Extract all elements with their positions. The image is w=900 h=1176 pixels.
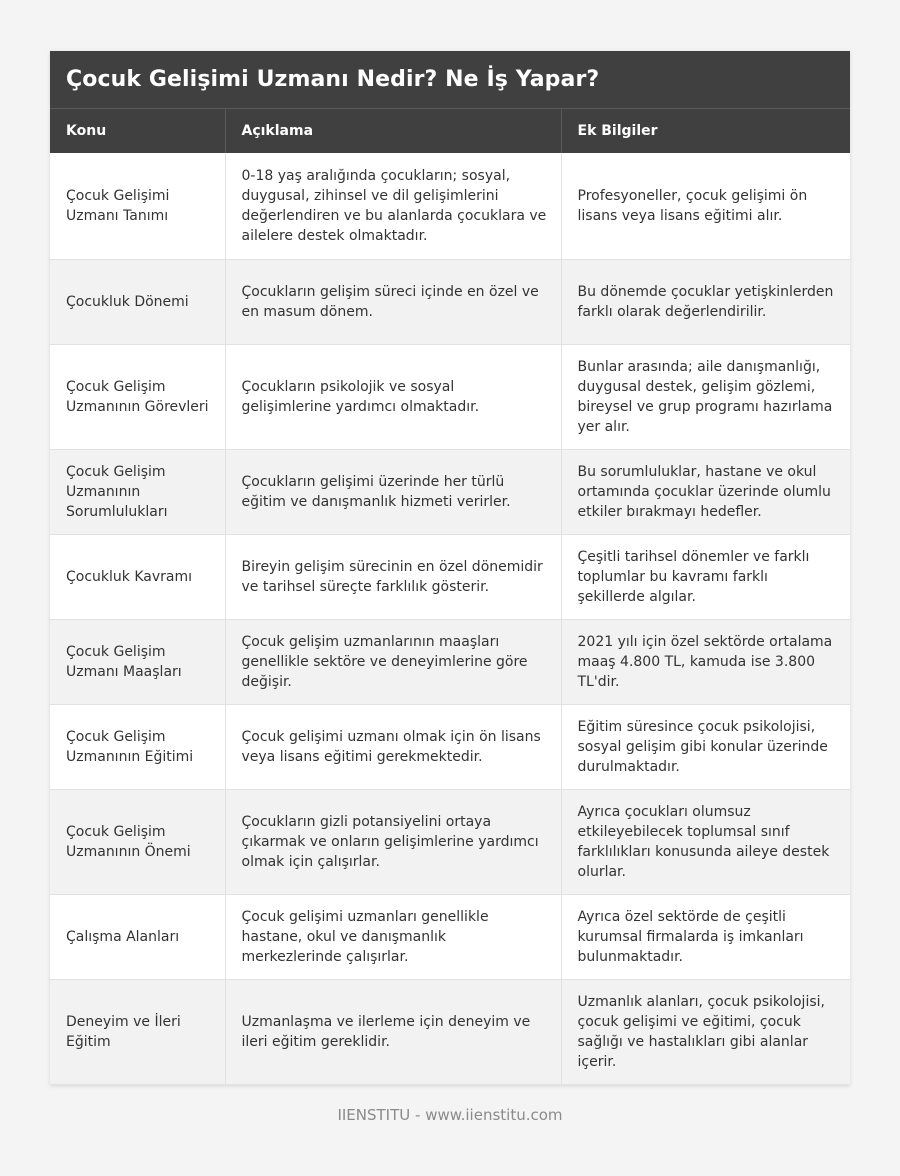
cell-topic: Çocuk Gelişim Uzmanının Eğitimi: [50, 704, 225, 789]
table-row: [50, 704, 850, 789]
table-row: [50, 344, 850, 449]
cell-description: 0-18 yaş aralığında çocukların; sosyal, duygusal, zihinsel ve dil gelişimlerini değerlendiren ve bu alanlarda çocuklara ve ailelere destek olmaktadır.: [225, 153, 561, 259]
table-row: [50, 449, 850, 534]
cell-extra-info: Ayrıca çocukları olumsuz etkileyebilecek toplumsal sınıf farklılıkları konusunda aileye destek olurlar.: [561, 789, 850, 894]
cell-description: Çocukların psikolojik ve sosyal gelişimlerine yardımcı olmaktadır.: [225, 344, 561, 449]
title-bar: [50, 51, 850, 109]
cell-description: Çocuk gelişimi uzmanları genellikle hastane, okul ve danışmanlık merkezlerinde çalışırlar.: [225, 894, 561, 979]
cell-description: Çocuk gelişim uzmanlarının maaşları genellikle sektöre ve deneyimlerine göre değişir.: [225, 619, 561, 704]
cell-extra-info: Bu sorumluluklar, hastane ve okul ortamında çocuklar üzerinde olumlu etkiler bırakmayı hedefler.: [561, 449, 850, 534]
info-card: [50, 51, 850, 1085]
cell-topic: Çocuk Gelişim Uzmanı Maaşları: [50, 619, 225, 704]
cell-topic: Çocuk Gelişimi Uzmanı Tanımı: [50, 153, 225, 259]
cell-topic: Çocukluk Kavramı: [50, 534, 225, 619]
table-row: [50, 259, 850, 344]
table-row: [50, 153, 850, 259]
cell-extra-info: Uzmanlık alanları, çocuk psikolojisi, çocuk gelişimi ve eğitimi, çocuk sağlığı ve hastalıkları gibi alanlar içerir.: [561, 979, 850, 1084]
cell-extra-info: Bunlar arasında; aile danışmanlığı, duygusal destek, gelişim gözlemi, bireysel ve grup programı hazırlama yer alır.: [561, 344, 850, 449]
table-row: [50, 619, 850, 704]
cell-topic: Çocuk Gelişim Uzmanının Görevleri: [50, 344, 225, 449]
footer-credit: IIENSTITU - www.iienstitu.com: [337, 1106, 563, 1124]
cell-extra-info: 2021 yılı için özel sektörde ortalama maaş 4.800 TL, kamuda ise 3.800 TL'dir.: [561, 619, 850, 704]
cell-topic: Çocuk Gelişim Uzmanının Sorumlulukları: [50, 449, 225, 534]
table-row: [50, 534, 850, 619]
cell-topic: Çocukluk Dönemi: [50, 259, 225, 344]
table-row: [50, 789, 850, 894]
cell-extra-info: Çeşitli tarihsel dönemler ve farklı toplumlar bu kavramı farklı şekillerde algılar.: [561, 534, 850, 619]
cell-topic: Çocuk Gelişim Uzmanının Önemi: [50, 789, 225, 894]
table-row: [50, 979, 850, 1084]
table-header-row: [50, 109, 850, 153]
cell-description: Bireyin gelişim sürecinin en özel dönemidir ve tarihsel süreçte farklılık gösterir.: [225, 534, 561, 619]
cell-extra-info: Profesyoneller, çocuk gelişimi ön lisans veya lisans eğitimi alır.: [561, 153, 850, 259]
table-row: [50, 894, 850, 979]
cell-extra-info: Ayrıca özel sektörde de çeşitli kurumsal firmalarda iş imkanları bulunmaktadır.: [561, 894, 850, 979]
column-header-konu: Konu: [50, 109, 225, 153]
cell-topic: Deneyim ve İleri Eğitim: [50, 979, 225, 1084]
column-header-ek-bilgiler: Ek Bilgiler: [561, 109, 850, 153]
cell-description: Uzmanlaşma ve ilerleme için deneyim ve ileri eğitim gereklidir.: [225, 979, 561, 1084]
cell-description: Çocukların gelişim süreci içinde en özel ve en masum dönem.: [225, 259, 561, 344]
info-table: [50, 109, 850, 1085]
cell-extra-info: Eğitim süresince çocuk psikolojisi, sosyal gelişim gibi konular üzerinde durulmaktadır.: [561, 704, 850, 789]
cell-description: Çocukların gelişimi üzerinde her türlü eğitim ve danışmanlık hizmeti verirler.: [225, 449, 561, 534]
page-title: Çocuk Gelişimi Uzmanı Nedir? Ne İş Yapar?: [66, 67, 600, 92]
cell-topic: Çalışma Alanları: [50, 894, 225, 979]
cell-extra-info: Bu dönemde çocuklar yetişkinlerden farklı olarak değerlendirilir.: [561, 259, 850, 344]
cell-description: Çocuk gelişimi uzmanı olmak için ön lisans veya lisans eğitimi gerekmektedir.: [225, 704, 561, 789]
column-header-aciklama: Açıklama: [225, 109, 561, 153]
cell-description: Çocukların gizli potansiyelini ortaya çıkarmak ve onların gelişimlerine yardımcı olmak için çalışırlar.: [225, 789, 561, 894]
